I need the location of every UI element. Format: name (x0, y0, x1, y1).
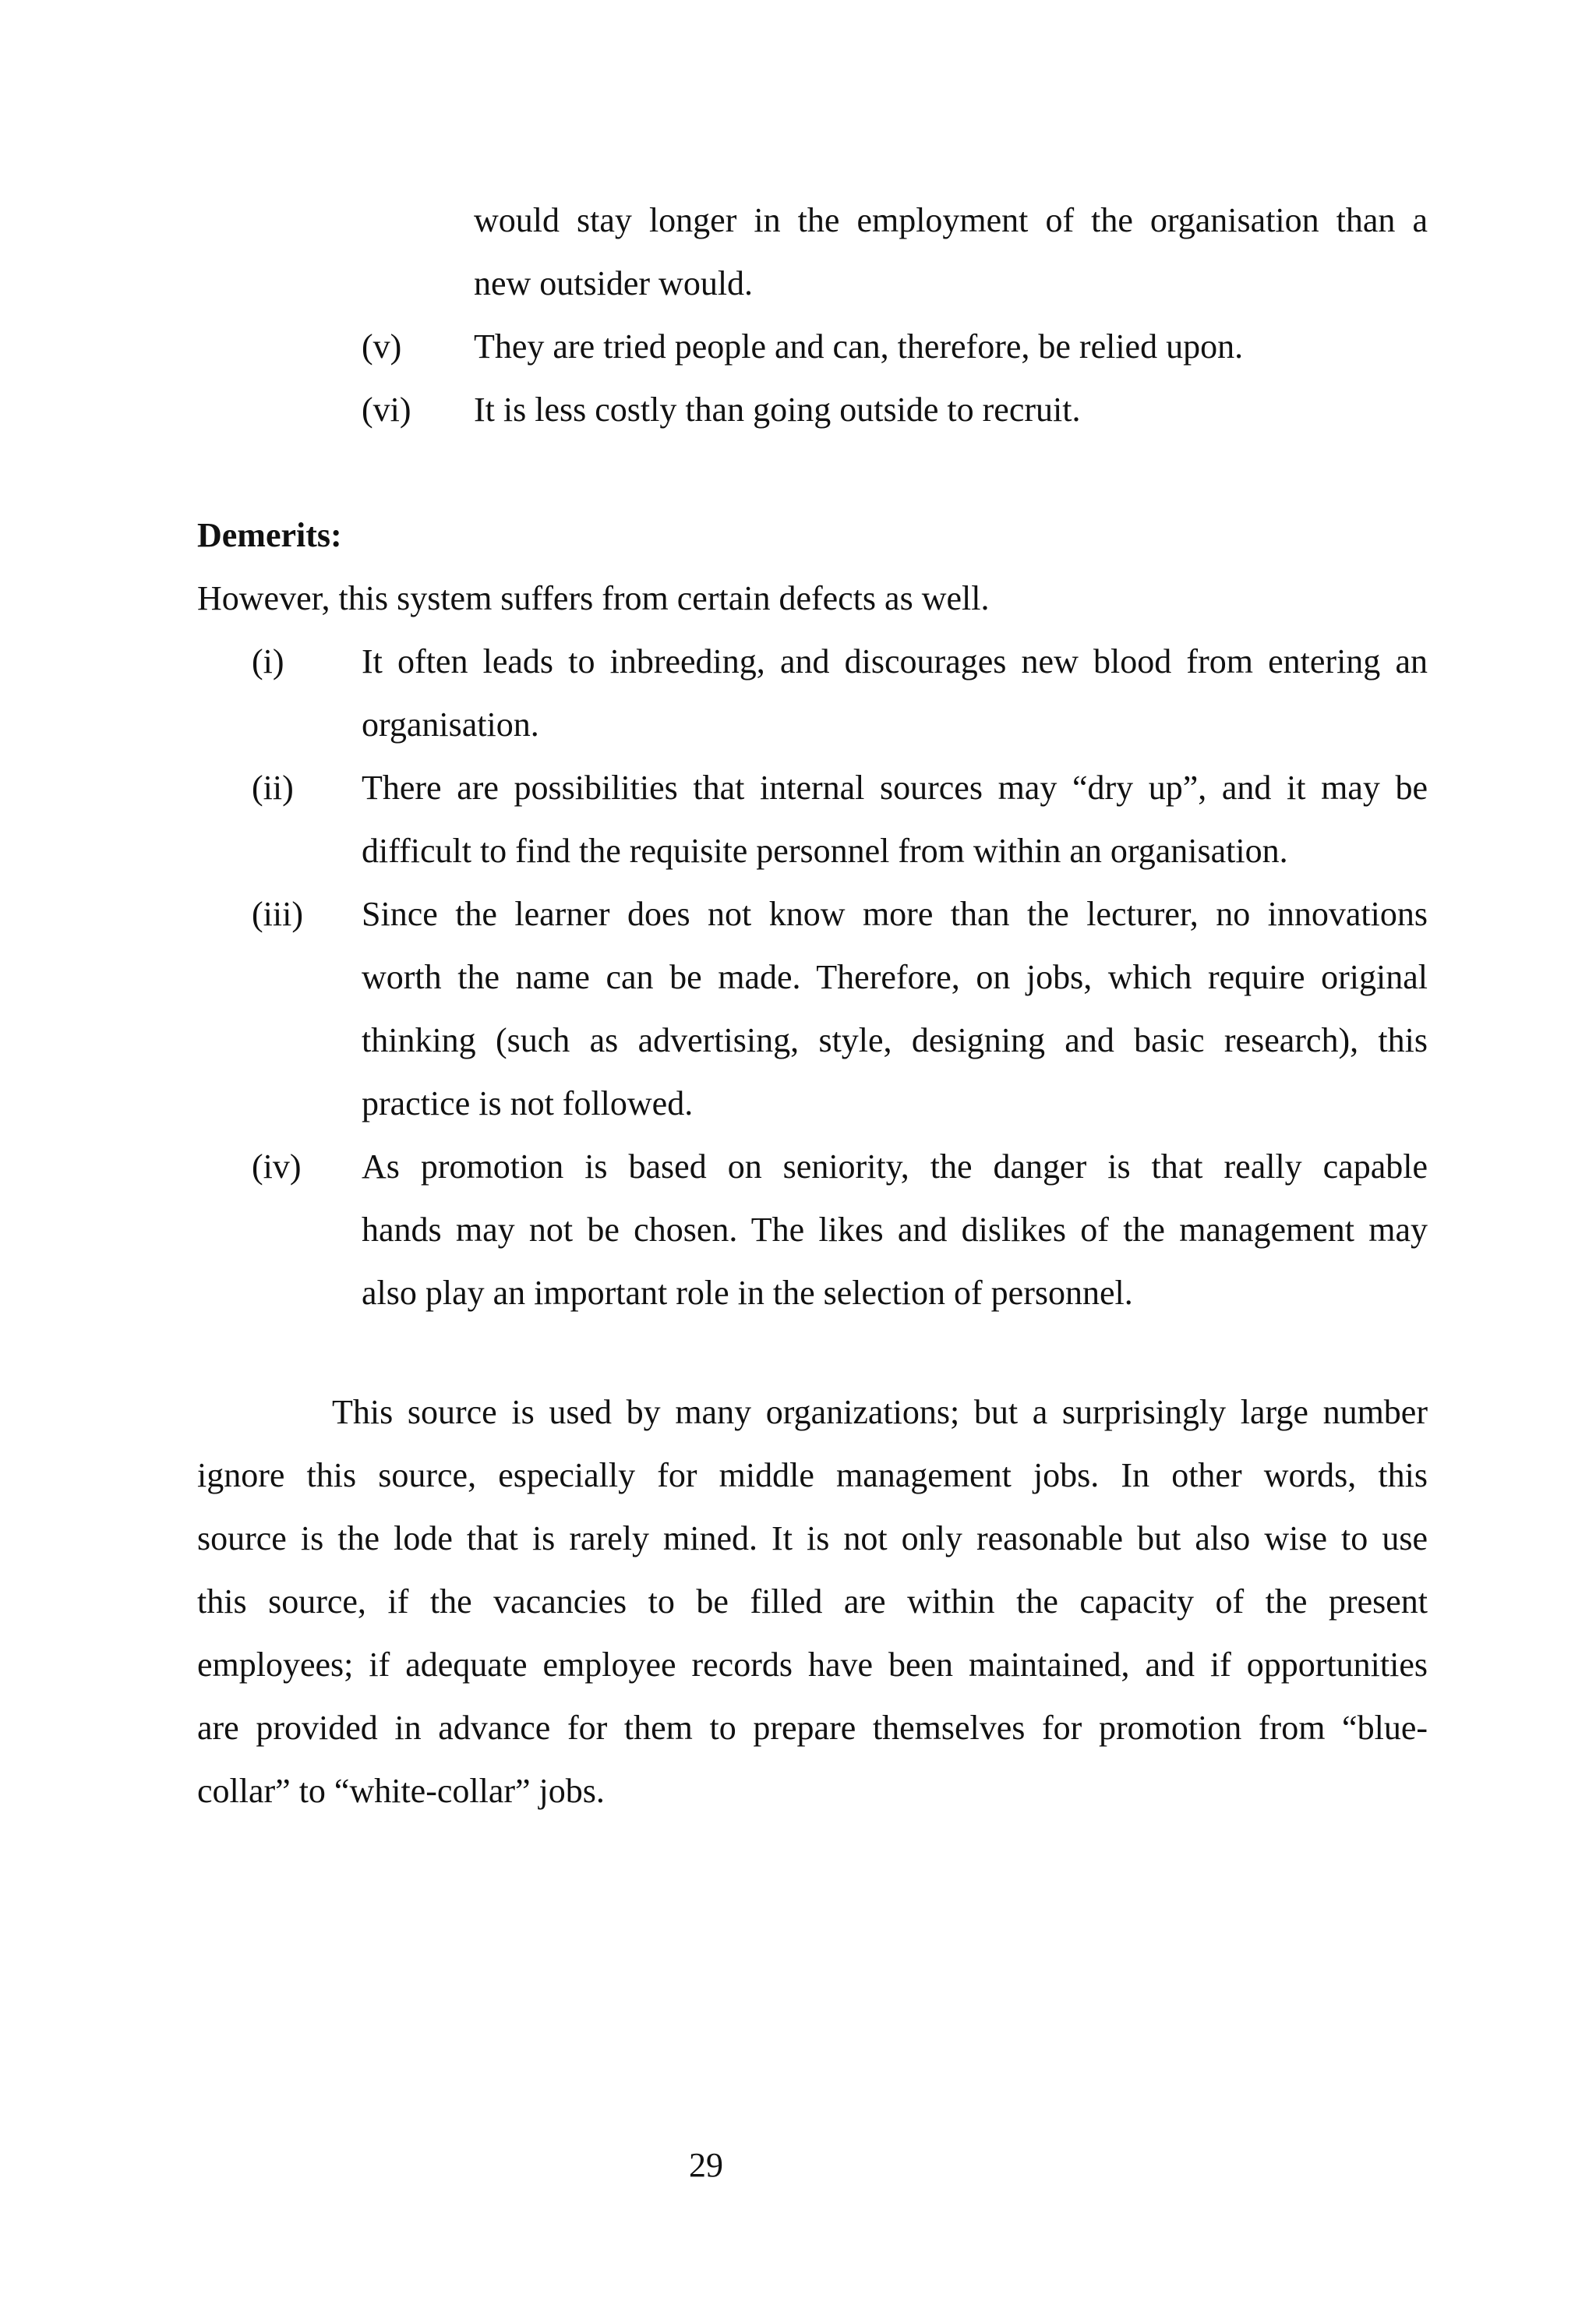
list-marker: (v) (362, 327, 402, 366)
list-marker: (iv) (252, 1147, 302, 1186)
list-item-text: organisation. (362, 705, 539, 744)
list-marker: (iii) (252, 895, 303, 933)
list-item-text: As promotion is based on seniority, the danger is that really capable (362, 1147, 1428, 1186)
continued-item-line: new outsider would. (474, 264, 754, 302)
list-item-text: difficult to find the requisite personnel from within an organisation. (362, 832, 1288, 870)
intro-text: However, this system suffers from certain defects as well. (197, 579, 990, 617)
paragraph-line: This source is used by many organizations; but a surprisingly large number (332, 1393, 1428, 1431)
list-item-text: worth the name can be made. Therefore, on jobs, which require original (362, 958, 1428, 996)
list-item-text: hands may not be chosen. The likes and dislikes of the management may (362, 1211, 1428, 1249)
paragraph-line: are provided in advance for them to prepare themselves for promotion from “blue- (197, 1709, 1428, 1747)
list-item-text: It often leads to inbreeding, and discourages new blood from entering an (362, 642, 1428, 681)
list-item-text: practice is not followed. (362, 1084, 694, 1122)
list-item-text: It is less costly than going outside to recruit. (474, 391, 1081, 429)
paragraph-line: collar” to “white-collar” jobs. (197, 1772, 605, 1810)
list-item-text: Since the learner does not know more than the lecturer, no innovations (362, 895, 1428, 933)
section-heading: Demerits: (197, 516, 342, 554)
list-item-text: thinking (such as advertising, style, designing and basic research), this (362, 1021, 1428, 1059)
list-marker: (ii) (252, 769, 294, 807)
continued-item-line: would stay longer in the employment of the organisation than a (474, 201, 1428, 239)
list-item-text: There are possibilities that internal sources may “dry up”, and it may be (362, 769, 1428, 807)
list-item-text: also play an important role in the selection of personnel. (362, 1274, 1133, 1312)
paragraph-line: source is the lode that is rarely mined. It is not only reasonable but also wise to use (197, 1519, 1428, 1557)
list-marker: (i) (252, 642, 284, 681)
paragraph-line: this source, if the vacancies to be filled are within the capacity of the present (197, 1582, 1428, 1621)
paragraph-line: ignore this source, especially for middle management jobs. In other words, this (197, 1456, 1428, 1494)
list-item-text: They are tried people and can, therefore, be relied upon. (474, 327, 1244, 366)
paragraph-line: employees; if adequate employee records have been maintained, and if opportunities (197, 1646, 1428, 1684)
page-number: 29 (689, 2146, 723, 2184)
list-marker: (vi) (362, 391, 411, 429)
